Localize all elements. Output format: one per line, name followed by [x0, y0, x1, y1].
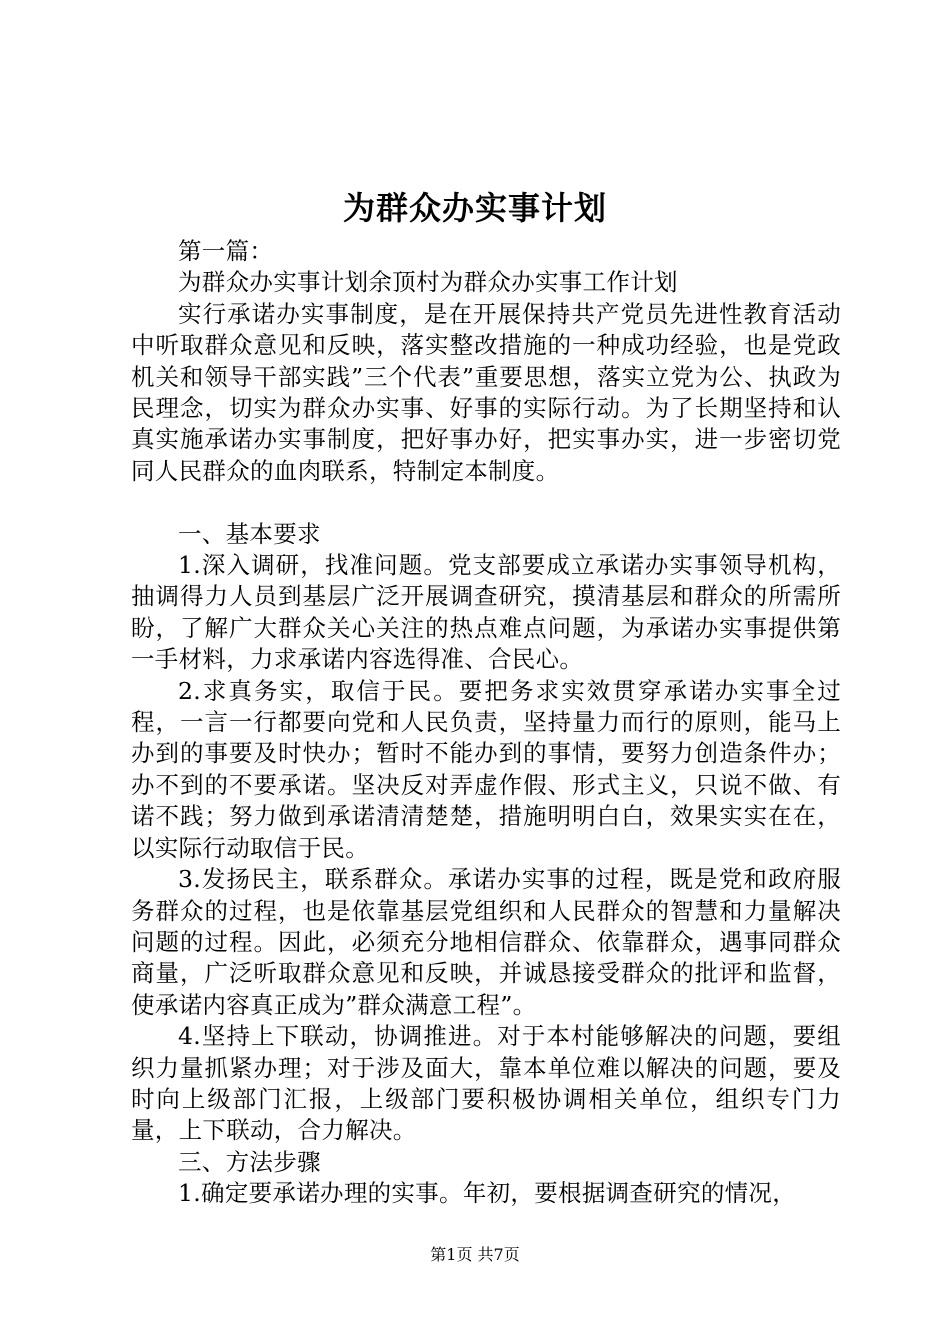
paragraph-item-3: 3.发扬民主，联系群众。承诺办实事的过程，既是党和政府服务群众的过程，也是依靠基层党组织和人民群众的智慧和力量解决问题的过程。因此，必须充分地相信群众、依靠群众，遇事同群众商量，广泛听取群众意见和反映，并诚恳接受群众的批评和监督，使承诺内容真正成为”群众满意工程”。 — [131, 865, 841, 1019]
subtitle-line: 为群众办实事计划余顶村为群众办实事工作计划 — [178, 268, 678, 297]
document-body — [131, 236, 841, 1210]
heading-basic-requirements: 一、基本要求 — [178, 519, 321, 548]
paragraph-item-4: 4.坚持上下联动，协调推进。对于本村能够解决的问题，要组织力量抓紧办理；对于涉及面大，靠本单位难以解决的问题，要及时向上级部门汇报，上级部门要积极协调相关单位，组织专门力量，上下联动，合力解决。 — [131, 1022, 841, 1145]
paragraph-step-1: 1.确定要承诺办理的实事。年初，要根据调查研究的情况， — [178, 1179, 797, 1208]
paragraph-item-2: 2.求真务实，取信于民。要把务求实效贯穿承诺办实事全过程，一言一行都要向党和人民负责，坚持量力而行的原则，能马上办到的事要及时快办；暂时不能办到的事情，要努力创造条件办；办不到的不要承诺。坚决反对弄虚作假、形式主义，只说不做、有诺不践；努力做到承诺清清楚楚，措施明明白白，效果实实在在，以实际行动取信于民。 — [131, 676, 841, 862]
heading-method-steps: 三、方法步骤 — [178, 1147, 321, 1176]
intro-paragraph: 实行承诺办实事制度，是在开展保持共产党员先进性教育活动中听取群众意见和反映，落实整改措施的一种成功经验，也是党政机关和领导干部实践”三个代表”重要思想，落实立党为公、执政为民理念，切实为群众办实事、好事的实际行动。为了长期坚持和认真实施承诺办实事制度，把好事办好，把实事办实，进一步密切党同人民群众的血肉联系，特制定本制度。 — [131, 299, 841, 485]
document-title: 为群众办实事计划 — [342, 189, 607, 227]
page-number-footer: 第1页 共7页 — [430, 1245, 520, 1264]
section-heading: 第一篇： — [178, 237, 274, 265]
blank-line — [131, 487, 841, 518]
paragraph-item-1: 1.深入调研，找准问题。党支部要成立承诺办实事领导机构，抽调得力人员到基层广泛开展调查研究，摸清基层和群众的所需所盼，了解广大群众关心关注的热点难点问题，为承诺办实事提供第一手材料，力求承诺内容选得准、合民心。 — [131, 551, 841, 674]
